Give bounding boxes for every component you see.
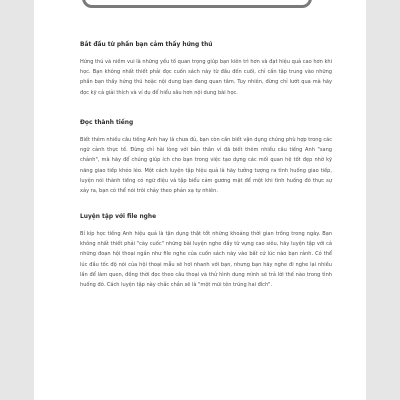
- section-read-aloud: [80, 120, 332, 196]
- section-body: Hứng thú và niềm vui là những yếu tố quan trọng giúp bạn kiên trì hơn và đạt hiệu quả cao hơn khi học. Bạn không nhất thiết phải đọc cuốn sách này từ đầu đến cuối, chỉ cần tập trung vào những phần bạn thấy hứng thú hoặc nội dung bạn đang quan tâm. Tuy nhiên, đừng chỉ lướt qua mà hãy đọc kỹ cả giải thích và ví dụ để hiểu sâu hơn nội dung bài học.: [80, 59, 332, 96]
- section-title: Luyện tập với file nghe: [80, 214, 157, 220]
- header-banner: [82, 0, 312, 8]
- section-body: Bí kíp học tiếng Anh hiệu quả là tận dụng thật tốt những khoảng thời gian trống trong ngày. Bạn không nhất thiết phải "cày cuốc" những bài luyện nghe đầy từ vựng cao siêu, hãy luyện tập với cả những đoạn hội thoại ngắn như file nghe của cuốn sách này vào bất cứ lúc nào bạn rảnh. Có thể lúc đầu tốc độ nói của hội thoại mẫu sẽ hơi nhanh với bạn, nhưng bạn hãy nghe đi nghe lại nhiều lần để làm quen, đồng thời đọc theo câu thoại và thử hình dung mình sẽ trả lời thế nào trong tình huống đó. Cách luyện tập này chắc chắn sẽ là "một mũi tên trúng hai đích".: [80, 231, 332, 289]
- section-start-with-interest: [80, 42, 332, 98]
- document-page: [34, 0, 366, 400]
- section-title: Đọc thành tiếng: [80, 120, 134, 126]
- section-listening-practice: [80, 214, 332, 290]
- section-title: Bắt đầu từ phần bạn cảm thấy hứng thú: [80, 42, 213, 48]
- section-body: Biết thêm nhiều câu tiếng Anh hay là chưa đủ, bạn còn cần biết vận dụng chúng phù hợp trong các ngữ cảnh thực tế. Đừng chỉ hài lòng với bản thân vì đã biết thêm nhiều câu tiếng Anh "sang chảnh", mà hãy để chúng giúp ích cho bạn trong việc tạo dựng các mối quan hệ tốt đẹp nhờ kỹ năng giao tiếp khéo léo. Một cách luyện tập hiệu quả là hãy tưởng tượng ra tình huống giao tiếp, luyện nói thành tiếng có ngữ điệu và tập biểu cảm gương mặt để một khi tình huống đó thực sự xảy ra, bạn có thể nói trôi chảy theo phản xạ tự nhiên.: [80, 137, 332, 195]
